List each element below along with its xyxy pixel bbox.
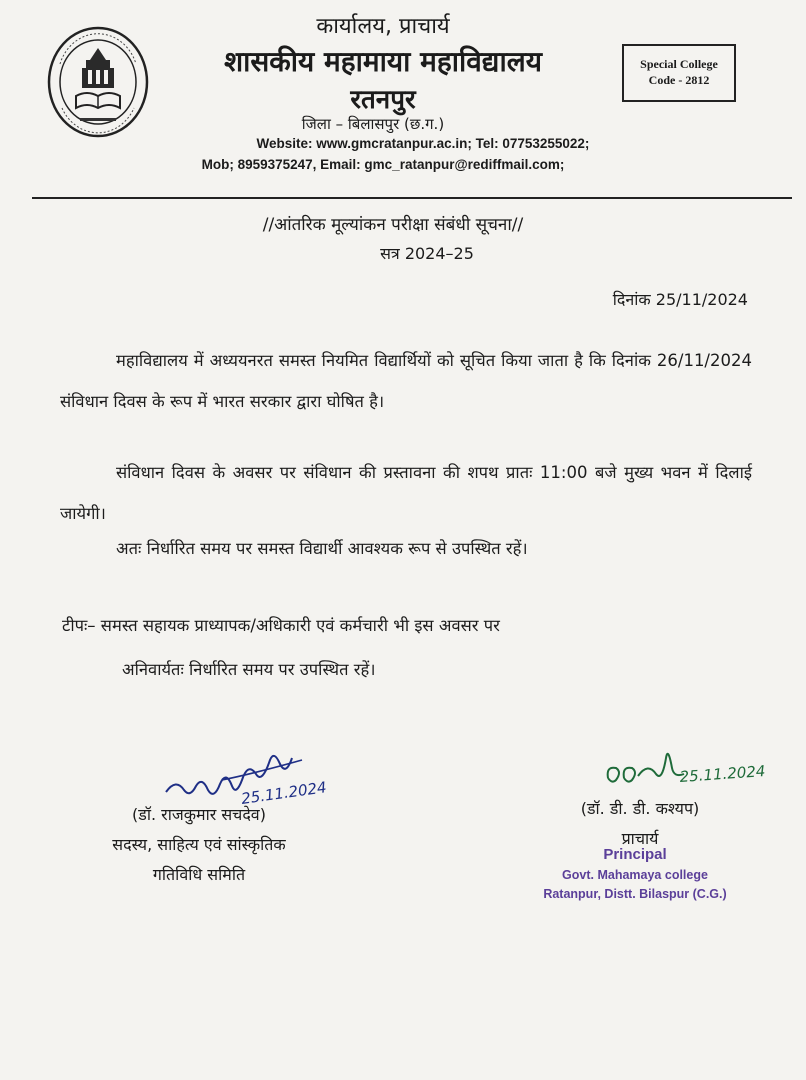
contact-line: Mob; 8959375247, Email: gmc_ratanpur@rediffmail.com; xyxy=(201,157,565,172)
stamp-line-2: Govt. Mahamaya college xyxy=(562,868,708,882)
right-signatory-role: प्राचार्य xyxy=(621,829,659,848)
stamp-line-3: Ratanpur, Distt. Bilaspur (C.G.) xyxy=(543,887,727,901)
right-handwritten-signature xyxy=(604,738,784,798)
right-signatory-block xyxy=(540,794,740,854)
notice-title: //आंतरिक मूल्यांकन परीक्षा संबंधी सूचना// xyxy=(262,215,524,235)
note-block xyxy=(62,604,752,692)
code-box-line1: Special College xyxy=(640,57,718,71)
paragraph-2: संविधान दिवस के अवसर पर संविधान की प्रस्तावना की शपथ प्रातः 11:00 बजे मुख्य भवन में दिलाई जायेगी। xyxy=(60,463,752,523)
college-town: रतनपुर xyxy=(350,85,416,115)
left-signatory-role-2: गतिविधि समिति xyxy=(152,865,246,884)
note-line-2: अनिवार्यतः निर्धारित समय पर उपस्थित रहें। xyxy=(122,660,376,679)
header-divider xyxy=(32,197,792,199)
left-signatory-role-1: सदस्य, साहित्य एवं सांस्कृतिक xyxy=(112,835,286,854)
notice-date: दिनांक 25/11/2024 xyxy=(612,290,748,309)
district-line: जिला – बिलासपुर (छ.ग.) xyxy=(301,115,445,133)
note-prefix: टीपः– xyxy=(62,616,96,635)
note-text-1: समस्त सहायक प्राध्यापक/अधिकारी एवं कर्मचारी भी इस अवसर पर xyxy=(100,616,500,635)
stamp-line-1: Principal xyxy=(603,846,667,863)
paragraph-3: अतः निर्धारित समय पर समस्त विद्यार्थी आवश्यक रूप से उपस्थित रहें। xyxy=(116,539,528,558)
college-code-box xyxy=(622,44,736,102)
left-signatory-block xyxy=(54,800,344,890)
college-name: शासकीय महामाया महाविद्यालय xyxy=(224,45,542,78)
office-heading: कार्यालय, प्राचार्य xyxy=(316,14,450,39)
left-signature-date: 25.11.2024 xyxy=(240,778,328,808)
code-box-line2: Code - 2812 xyxy=(648,73,710,87)
session-label: सत्र 2024–25 xyxy=(380,244,474,263)
left-signatory-name: (डॉ. राजकुमार सचदेव) xyxy=(132,805,266,824)
right-signatory-name: (डॉ. डी. डी. कश्यप) xyxy=(580,799,700,818)
website-line: Website: www.gmcratanpur.ac.in; Tel: 07753255022; xyxy=(256,136,590,151)
right-signature-date: 25.11.2024 xyxy=(679,762,766,786)
note-line-1 xyxy=(62,604,752,648)
paragraph-1: महाविद्यालय में अध्ययनरत समस्त नियमित विद्यार्थियों को सूचित किया जाता है कि दिनांक 26/11/2024 संविधान दिवस के रूप में भारत सरकार द्वारा घोषित है। xyxy=(60,351,752,411)
principal-stamp xyxy=(510,846,760,904)
